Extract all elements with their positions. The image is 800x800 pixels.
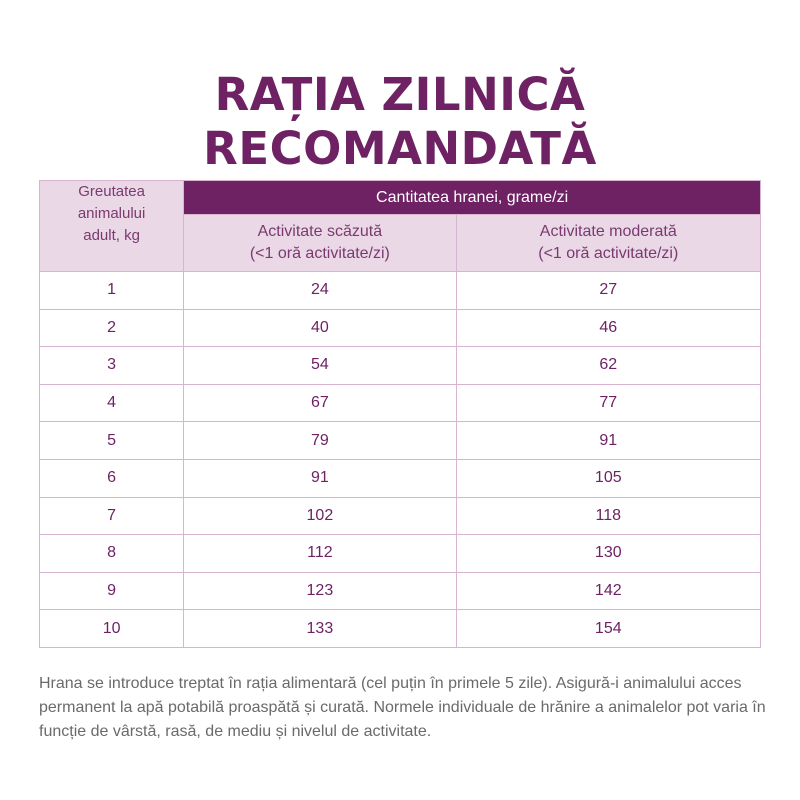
weight-cell: 6 (40, 459, 184, 497)
low-activity-cell: 133 (184, 610, 456, 648)
moderate-activity-cell: 77 (456, 384, 760, 422)
moderate-activity-cell: 105 (456, 459, 760, 497)
weight-cell: 1 (40, 272, 184, 310)
moderate-activity-cell: 62 (456, 347, 760, 385)
low-activity-cell: 102 (184, 497, 456, 535)
table-row (40, 309, 761, 347)
weight-cell: 4 (40, 384, 184, 422)
moderate-activity-cell: 91 (456, 422, 760, 460)
page-title (0, 68, 800, 176)
moderate-activity-cell: 46 (456, 309, 760, 347)
weight-cell: 7 (40, 497, 184, 535)
low-activity-cell: 67 (184, 384, 456, 422)
weight-cell: 3 (40, 347, 184, 385)
weight-column-header (40, 181, 184, 272)
table-row (40, 384, 761, 422)
moderate-activity-cell: 130 (456, 535, 760, 573)
moderate-activity-cell: 142 (456, 572, 760, 610)
low-activity-cell: 112 (184, 535, 456, 573)
low-activity-cell: 40 (184, 309, 456, 347)
weight-cell: 9 (40, 572, 184, 610)
page-title-line-1: RAȚIA ZILNICĂ (214, 68, 586, 122)
moderate-activity-header-line: (<1 oră activitate/zi) (538, 245, 679, 262)
table-row (40, 497, 761, 535)
quantity-group-header: Cantitatea hranei, grame/zi (184, 181, 761, 215)
weight-header-line: adult, kg (83, 227, 140, 244)
daily-ration-table (39, 180, 761, 648)
low-activity-cell: 91 (184, 459, 456, 497)
moderate-activity-cell: 154 (456, 610, 760, 648)
moderate-activity-header (456, 215, 760, 272)
table-row (40, 347, 761, 385)
low-activity-header (184, 215, 456, 272)
page-title-line-2: RECOMANDATĂ (203, 122, 597, 176)
low-activity-cell: 24 (184, 272, 456, 310)
weight-header-line: animalului (77, 205, 146, 222)
weight-header-line: Greutatea (78, 183, 145, 200)
low-activity-header-line: (<1 oră activitate/zi) (249, 245, 390, 262)
weight-cell: 10 (40, 610, 184, 648)
table-row (40, 572, 761, 610)
feeding-note: Hrana se introduce treptat în rația alimentară (cel puțin în primele 5 zile). Asigură-i animalului acces permanent la apă potabilă proaspătă și curată. Normele individuale de hrănire a animalelor pot varia în funcție de vârstă, rasă, de mediu și nivelul de activitate. (39, 675, 766, 740)
table-row (40, 272, 761, 310)
low-activity-header-line: Activitate scăzută (257, 223, 383, 240)
weight-cell: 8 (40, 535, 184, 573)
moderate-activity-cell: 118 (456, 497, 760, 535)
weight-cell: 5 (40, 422, 184, 460)
table-row (40, 459, 761, 497)
moderate-activity-header-line: Activitate moderată (539, 223, 677, 240)
table-header-row-1 (40, 181, 761, 215)
weight-cell: 2 (40, 309, 184, 347)
low-activity-cell: 123 (184, 572, 456, 610)
table-row (40, 535, 761, 573)
table-row (40, 422, 761, 460)
low-activity-cell: 79 (184, 422, 456, 460)
moderate-activity-cell: 27 (456, 272, 760, 310)
low-activity-cell: 54 (184, 347, 456, 385)
table-row (40, 610, 761, 648)
